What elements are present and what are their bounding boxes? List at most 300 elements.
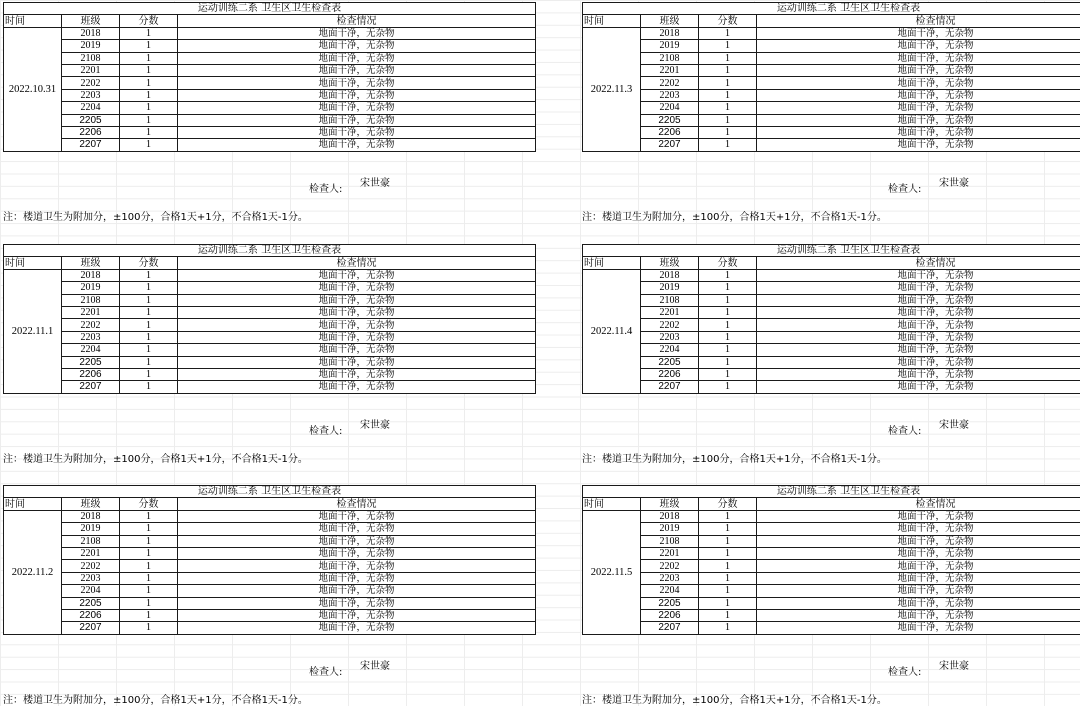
condition-cell[interactable]: 地面干净，无杂物 bbox=[757, 102, 1080, 114]
class-cell[interactable]: 2205 bbox=[62, 597, 120, 609]
class-cell[interactable]: 2018 bbox=[641, 510, 699, 522]
header-class[interactable]: 班级 bbox=[62, 257, 120, 269]
condition-cell[interactable]: 地面干净，无杂物 bbox=[178, 306, 536, 318]
score-cell[interactable]: 1 bbox=[699, 585, 757, 597]
table-row bbox=[583, 560, 1080, 572]
inspector-label[interactable]: 检查人: bbox=[888, 663, 921, 678]
condition-cell[interactable]: 地面干净，无杂物 bbox=[178, 609, 536, 621]
score-cell[interactable]: 1 bbox=[120, 114, 178, 126]
score-cell[interactable]: 1 bbox=[699, 102, 757, 114]
condition-cell[interactable]: 地面干净，无杂物 bbox=[178, 27, 536, 39]
class-cell[interactable]: 2203 bbox=[641, 331, 699, 343]
class-cell[interactable]: 2202 bbox=[62, 319, 120, 331]
class-cell[interactable]: 2204 bbox=[62, 585, 120, 597]
header-class[interactable]: 班级 bbox=[641, 15, 699, 27]
class-cell[interactable]: 2201 bbox=[62, 547, 120, 559]
score-cell[interactable]: 1 bbox=[699, 126, 757, 138]
class-cell[interactable]: 2108 bbox=[641, 535, 699, 547]
table-row bbox=[583, 64, 1080, 76]
score-cell[interactable]: 1 bbox=[699, 114, 757, 126]
table-row bbox=[583, 114, 1080, 126]
table-row bbox=[583, 319, 1080, 331]
class-cell[interactable]: 2207 bbox=[62, 139, 120, 151]
condition-cell[interactable]: 地面干净，无杂物 bbox=[757, 523, 1080, 535]
class-cell[interactable]: 2205 bbox=[62, 114, 120, 126]
condition-cell[interactable]: 地面干净，无杂物 bbox=[178, 585, 536, 597]
header-class[interactable]: 班级 bbox=[62, 15, 120, 27]
condition-cell[interactable]: 地面干净，无杂物 bbox=[178, 597, 536, 609]
score-cell[interactable]: 1 bbox=[120, 319, 178, 331]
table-row bbox=[4, 40, 536, 52]
class-cell[interactable]: 2019 bbox=[62, 282, 120, 294]
condition-cell[interactable]: 地面干净，无杂物 bbox=[178, 77, 536, 89]
condition-cell[interactable]: 地面干净，无杂物 bbox=[757, 547, 1080, 559]
condition-cell[interactable]: 地面干净，无杂物 bbox=[757, 77, 1080, 89]
header-time[interactable]: 时间 bbox=[583, 15, 641, 27]
score-cell[interactable]: 1 bbox=[699, 622, 757, 634]
table-row bbox=[583, 269, 1080, 281]
class-cell[interactable]: 2207 bbox=[641, 139, 699, 151]
header-time[interactable]: 时间 bbox=[583, 498, 641, 510]
header-condition[interactable]: 检查情况 bbox=[178, 15, 536, 27]
class-cell[interactable]: 2207 bbox=[641, 622, 699, 634]
date-cell[interactable]: 2022.11.4 bbox=[583, 269, 641, 393]
table-row bbox=[4, 609, 536, 621]
score-cell[interactable]: 1 bbox=[120, 510, 178, 522]
condition-cell[interactable]: 地面干净，无杂物 bbox=[757, 126, 1080, 138]
class-cell[interactable]: 2202 bbox=[641, 77, 699, 89]
score-cell[interactable]: 1 bbox=[699, 294, 757, 306]
score-cell[interactable]: 1 bbox=[699, 269, 757, 281]
class-cell[interactable]: 2205 bbox=[641, 114, 699, 126]
header-row bbox=[583, 257, 1080, 269]
score-cell[interactable]: 1 bbox=[120, 523, 178, 535]
class-cell[interactable]: 2207 bbox=[641, 381, 699, 393]
class-cell[interactable]: 2206 bbox=[641, 609, 699, 621]
score-cell[interactable]: 1 bbox=[699, 547, 757, 559]
class-cell[interactable]: 2019 bbox=[641, 40, 699, 52]
class-cell[interactable]: 2202 bbox=[641, 319, 699, 331]
condition-cell[interactable]: 地面干净，无杂物 bbox=[178, 40, 536, 52]
condition-cell[interactable]: 地面干净，无杂物 bbox=[757, 269, 1080, 281]
sheet-footer bbox=[3, 635, 539, 705]
table-row bbox=[583, 609, 1080, 621]
class-cell[interactable]: 2205 bbox=[641, 597, 699, 609]
condition-cell[interactable]: 地面干净，无杂物 bbox=[757, 294, 1080, 306]
title-row bbox=[583, 3, 1080, 15]
sheet-title[interactable]: 运动训练二系 卫生区卫生检查表 bbox=[4, 245, 536, 257]
condition-cell[interactable]: 地面干净，无杂物 bbox=[757, 331, 1080, 343]
condition-cell[interactable]: 地面干净，无杂物 bbox=[178, 368, 536, 380]
score-cell[interactable]: 1 bbox=[699, 572, 757, 584]
class-cell[interactable]: 2201 bbox=[641, 306, 699, 318]
table-row bbox=[4, 622, 536, 634]
condition-cell[interactable]: 地面干净，无杂物 bbox=[178, 572, 536, 584]
header-score[interactable]: 分数 bbox=[120, 15, 178, 27]
table-row bbox=[583, 585, 1080, 597]
condition-cell[interactable]: 地面干净，无杂物 bbox=[757, 356, 1080, 368]
header-condition[interactable]: 检查情况 bbox=[757, 498, 1080, 510]
table-row bbox=[583, 102, 1080, 114]
class-cell[interactable]: 2108 bbox=[62, 52, 120, 64]
class-cell[interactable]: 2203 bbox=[641, 572, 699, 584]
header-time[interactable]: 时间 bbox=[4, 257, 62, 269]
condition-cell[interactable]: 地面干净，无杂物 bbox=[757, 609, 1080, 621]
header-time[interactable]: 时间 bbox=[583, 257, 641, 269]
table-row bbox=[4, 114, 536, 126]
score-cell[interactable]: 1 bbox=[699, 64, 757, 76]
condition-cell[interactable]: 地面干净，无杂物 bbox=[757, 368, 1080, 380]
inspector-label[interactable]: 检查人: bbox=[888, 422, 921, 437]
header-row bbox=[4, 15, 536, 27]
title-row bbox=[4, 245, 536, 257]
score-cell[interactable]: 1 bbox=[699, 139, 757, 151]
class-cell[interactable]: 2201 bbox=[62, 306, 120, 318]
score-cell[interactable]: 1 bbox=[699, 344, 757, 356]
condition-cell[interactable]: 地面干净，无杂物 bbox=[178, 523, 536, 535]
condition-cell[interactable]: 地面干净，无杂物 bbox=[178, 381, 536, 393]
inspection-table bbox=[582, 485, 1080, 635]
score-cell[interactable]: 1 bbox=[120, 282, 178, 294]
table-row bbox=[583, 356, 1080, 368]
header-condition[interactable]: 检查情况 bbox=[757, 15, 1080, 27]
class-cell[interactable]: 2018 bbox=[641, 27, 699, 39]
inspection-sheet bbox=[582, 244, 1080, 464]
condition-cell[interactable]: 地面干净，无杂物 bbox=[757, 381, 1080, 393]
condition-cell[interactable]: 地面干净，无杂物 bbox=[757, 622, 1080, 634]
score-cell[interactable]: 1 bbox=[699, 356, 757, 368]
header-condition[interactable]: 检查情况 bbox=[178, 498, 536, 510]
score-cell[interactable]: 1 bbox=[120, 572, 178, 584]
inspector-label[interactable]: 检查人: bbox=[309, 422, 342, 437]
table-row bbox=[583, 294, 1080, 306]
class-cell[interactable]: 2108 bbox=[62, 294, 120, 306]
score-cell[interactable]: 1 bbox=[699, 523, 757, 535]
header-condition[interactable]: 检查情况 bbox=[757, 257, 1080, 269]
score-cell[interactable]: 1 bbox=[699, 609, 757, 621]
score-cell[interactable]: 1 bbox=[699, 597, 757, 609]
table-row bbox=[4, 381, 536, 393]
header-score[interactable]: 分数 bbox=[120, 257, 178, 269]
table-row bbox=[4, 139, 536, 151]
class-cell[interactable]: 2108 bbox=[641, 294, 699, 306]
inspector-label[interactable]: 检查人: bbox=[888, 180, 921, 195]
sheet-footer bbox=[582, 635, 1080, 705]
header-time[interactable]: 时间 bbox=[4, 15, 62, 27]
condition-cell[interactable]: 地面干净，无杂物 bbox=[757, 560, 1080, 572]
class-cell[interactable]: 2202 bbox=[62, 77, 120, 89]
table-row bbox=[4, 560, 536, 572]
condition-cell[interactable]: 地面干净，无杂物 bbox=[178, 126, 536, 138]
header-score[interactable]: 分数 bbox=[120, 498, 178, 510]
condition-cell[interactable]: 地面干净，无杂物 bbox=[757, 282, 1080, 294]
sheet-footer bbox=[582, 394, 1080, 464]
class-cell[interactable]: 2202 bbox=[641, 560, 699, 572]
class-cell[interactable]: 2018 bbox=[641, 269, 699, 281]
note-text[interactable]: 注：楼道卫生为附加分，±100分，合格1天+1分，不合格1天-1分。 bbox=[3, 691, 308, 706]
score-cell[interactable]: 1 bbox=[699, 52, 757, 64]
condition-cell[interactable]: 地面干净，无杂物 bbox=[178, 547, 536, 559]
table-row bbox=[583, 306, 1080, 318]
date-cell[interactable]: 2022.11.5 bbox=[583, 510, 641, 634]
sheet-title[interactable]: 运动训练二系 卫生区卫生检查表 bbox=[4, 486, 536, 498]
header-row bbox=[4, 257, 536, 269]
condition-cell[interactable]: 地面干净，无杂物 bbox=[757, 535, 1080, 547]
class-cell[interactable]: 2204 bbox=[62, 102, 120, 114]
score-cell[interactable]: 1 bbox=[120, 368, 178, 380]
class-cell[interactable]: 2201 bbox=[641, 64, 699, 76]
table-row bbox=[583, 27, 1080, 39]
table-row bbox=[4, 306, 536, 318]
table-row bbox=[4, 331, 536, 343]
condition-cell[interactable]: 地面干净，无杂物 bbox=[757, 89, 1080, 101]
score-cell[interactable]: 1 bbox=[120, 585, 178, 597]
table-row bbox=[583, 622, 1080, 634]
header-row bbox=[583, 15, 1080, 27]
header-class[interactable]: 班级 bbox=[62, 498, 120, 510]
inspection-table bbox=[3, 244, 536, 394]
score-cell[interactable]: 1 bbox=[699, 368, 757, 380]
inspector-label[interactable]: 检查人: bbox=[309, 180, 342, 195]
table-row bbox=[4, 77, 536, 89]
score-cell[interactable]: 1 bbox=[120, 294, 178, 306]
inspector-name[interactable]: 宋世豪 bbox=[939, 657, 969, 672]
date-cell[interactable]: 2022.11.3 bbox=[583, 27, 641, 151]
score-cell[interactable]: 1 bbox=[120, 331, 178, 343]
score-cell[interactable]: 1 bbox=[120, 547, 178, 559]
class-cell[interactable]: 2018 bbox=[62, 27, 120, 39]
table-row bbox=[583, 52, 1080, 64]
table-row bbox=[583, 510, 1080, 522]
note-text[interactable]: 注：楼道卫生为附加分，±100分，合格1天+1分，不合格1天-1分。 bbox=[3, 208, 308, 223]
condition-cell[interactable]: 地面干净，无杂物 bbox=[178, 510, 536, 522]
condition-cell[interactable]: 地面干净，无杂物 bbox=[178, 319, 536, 331]
condition-cell[interactable]: 地面干净，无杂物 bbox=[757, 319, 1080, 331]
class-cell[interactable]: 2204 bbox=[641, 102, 699, 114]
score-cell[interactable]: 1 bbox=[699, 89, 757, 101]
inspection-sheet bbox=[3, 485, 539, 705]
score-cell[interactable]: 1 bbox=[699, 535, 757, 547]
condition-cell[interactable]: 地面干净，无杂物 bbox=[178, 139, 536, 151]
class-cell[interactable]: 2206 bbox=[62, 609, 120, 621]
table-row bbox=[583, 282, 1080, 294]
score-cell[interactable]: 1 bbox=[699, 319, 757, 331]
class-cell[interactable]: 2202 bbox=[62, 560, 120, 572]
sheet-title[interactable]: 运动训练二系 卫生区卫生检查表 bbox=[583, 486, 1080, 498]
header-score[interactable]: 分数 bbox=[699, 15, 757, 27]
condition-cell[interactable]: 地面干净，无杂物 bbox=[178, 114, 536, 126]
class-cell[interactable]: 2201 bbox=[641, 547, 699, 559]
class-cell[interactable]: 2205 bbox=[641, 356, 699, 368]
score-cell[interactable]: 1 bbox=[120, 381, 178, 393]
date-cell[interactable]: 2022.11.1 bbox=[4, 269, 62, 393]
condition-cell[interactable]: 地面干净，无杂物 bbox=[178, 64, 536, 76]
inspector-name[interactable]: 宋世豪 bbox=[360, 657, 390, 672]
table-row bbox=[583, 40, 1080, 52]
score-cell[interactable]: 1 bbox=[120, 126, 178, 138]
class-cell[interactable]: 2205 bbox=[62, 356, 120, 368]
score-cell[interactable]: 1 bbox=[120, 89, 178, 101]
score-cell[interactable]: 1 bbox=[120, 344, 178, 356]
condition-cell[interactable]: 地面干净，无杂物 bbox=[757, 40, 1080, 52]
score-cell[interactable]: 1 bbox=[120, 27, 178, 39]
table-row bbox=[4, 523, 536, 535]
note-text[interactable]: 注：楼道卫生为附加分，±100分，合格1天+1分，不合格1天-1分。 bbox=[582, 208, 887, 223]
condition-cell[interactable]: 地面干净，无杂物 bbox=[178, 269, 536, 281]
table-row bbox=[583, 597, 1080, 609]
header-row bbox=[583, 498, 1080, 510]
class-cell[interactable]: 2019 bbox=[62, 523, 120, 535]
score-cell[interactable]: 1 bbox=[699, 77, 757, 89]
table-row bbox=[4, 368, 536, 380]
note-text[interactable]: 注：楼道卫生为附加分，±100分，合格1天+1分，不合格1天-1分。 bbox=[3, 450, 308, 465]
header-condition[interactable]: 检查情况 bbox=[178, 257, 536, 269]
condition-cell[interactable]: 地面干净，无杂物 bbox=[757, 597, 1080, 609]
class-cell[interactable]: 2018 bbox=[62, 269, 120, 281]
class-cell[interactable]: 2201 bbox=[62, 64, 120, 76]
score-cell[interactable]: 1 bbox=[699, 560, 757, 572]
title-row bbox=[4, 486, 536, 498]
score-cell[interactable]: 1 bbox=[120, 102, 178, 114]
class-cell[interactable]: 2206 bbox=[641, 126, 699, 138]
score-cell[interactable]: 1 bbox=[120, 52, 178, 64]
score-cell[interactable]: 1 bbox=[699, 306, 757, 318]
condition-cell[interactable]: 地面干净，无杂物 bbox=[757, 52, 1080, 64]
date-cell[interactable]: 2022.11.2 bbox=[4, 510, 62, 634]
score-cell[interactable]: 1 bbox=[120, 64, 178, 76]
score-cell[interactable]: 1 bbox=[699, 381, 757, 393]
inspection-sheet bbox=[582, 485, 1080, 705]
inspector-name[interactable]: 宋世豪 bbox=[939, 416, 969, 431]
table-row bbox=[4, 319, 536, 331]
header-class[interactable]: 班级 bbox=[641, 498, 699, 510]
table-row bbox=[4, 535, 536, 547]
condition-cell[interactable]: 地面干净，无杂物 bbox=[757, 306, 1080, 318]
condition-cell[interactable]: 地面干净，无杂物 bbox=[178, 331, 536, 343]
class-cell[interactable]: 2019 bbox=[641, 282, 699, 294]
condition-cell[interactable]: 地面干净，无杂物 bbox=[757, 27, 1080, 39]
inspector-name[interactable]: 宋世豪 bbox=[360, 174, 390, 189]
condition-cell[interactable]: 地面干净，无杂物 bbox=[178, 52, 536, 64]
condition-cell[interactable]: 地面干净，无杂物 bbox=[757, 344, 1080, 356]
score-cell[interactable]: 1 bbox=[120, 269, 178, 281]
score-cell[interactable]: 1 bbox=[120, 77, 178, 89]
condition-cell[interactable]: 地面干净，无杂物 bbox=[178, 356, 536, 368]
class-cell[interactable]: 2018 bbox=[62, 510, 120, 522]
score-cell[interactable]: 1 bbox=[120, 560, 178, 572]
table-row bbox=[4, 27, 536, 39]
condition-cell[interactable]: 地面干净，无杂物 bbox=[178, 89, 536, 101]
sheet-title[interactable]: 运动训练二系 卫生区卫生检查表 bbox=[4, 3, 536, 15]
class-cell[interactable]: 2207 bbox=[62, 381, 120, 393]
note-text[interactable]: 注：楼道卫生为附加分，±100分，合格1天+1分，不合格1天-1分。 bbox=[582, 691, 887, 706]
table-row bbox=[583, 331, 1080, 343]
score-cell[interactable]: 1 bbox=[120, 139, 178, 151]
class-cell[interactable]: 2108 bbox=[641, 52, 699, 64]
class-cell[interactable]: 2019 bbox=[62, 40, 120, 52]
class-cell[interactable]: 2204 bbox=[641, 585, 699, 597]
class-cell[interactable]: 2207 bbox=[62, 622, 120, 634]
inspection-sheet bbox=[3, 244, 539, 464]
score-cell[interactable]: 1 bbox=[699, 40, 757, 52]
table-row bbox=[583, 344, 1080, 356]
inspection-table bbox=[582, 2, 1080, 152]
header-time[interactable]: 时间 bbox=[4, 498, 62, 510]
condition-cell[interactable]: 地面干净，无杂物 bbox=[757, 585, 1080, 597]
table-row bbox=[4, 547, 536, 559]
table-row bbox=[4, 344, 536, 356]
sheet-title[interactable]: 运动训练二系 卫生区卫生检查表 bbox=[583, 245, 1080, 257]
condition-cell[interactable]: 地面干净，无杂物 bbox=[757, 510, 1080, 522]
table-row bbox=[4, 356, 536, 368]
table-row bbox=[583, 89, 1080, 101]
class-cell[interactable]: 2203 bbox=[62, 572, 120, 584]
condition-cell[interactable]: 地面干净，无杂物 bbox=[178, 282, 536, 294]
sheet-title[interactable]: 运动训练二系 卫生区卫生检查表 bbox=[583, 3, 1080, 15]
table-row bbox=[4, 102, 536, 114]
score-cell[interactable]: 1 bbox=[699, 510, 757, 522]
condition-cell[interactable]: 地面干净，无杂物 bbox=[178, 560, 536, 572]
header-class[interactable]: 班级 bbox=[641, 257, 699, 269]
score-cell[interactable]: 1 bbox=[699, 331, 757, 343]
condition-cell[interactable]: 地面干净，无杂物 bbox=[178, 102, 536, 114]
score-cell[interactable]: 1 bbox=[120, 306, 178, 318]
table-row bbox=[4, 52, 536, 64]
condition-cell[interactable]: 地面干净，无杂物 bbox=[178, 294, 536, 306]
class-cell[interactable]: 2204 bbox=[62, 344, 120, 356]
note-text[interactable]: 注：楼道卫生为附加分，±100分，合格1天+1分，不合格1天-1分。 bbox=[582, 450, 887, 465]
inspector-label[interactable]: 检查人: bbox=[309, 663, 342, 678]
class-cell[interactable]: 2203 bbox=[62, 331, 120, 343]
inspector-name[interactable]: 宋世豪 bbox=[939, 174, 969, 189]
score-cell[interactable]: 1 bbox=[120, 40, 178, 52]
class-cell[interactable]: 2204 bbox=[641, 344, 699, 356]
class-cell[interactable]: 2203 bbox=[641, 89, 699, 101]
condition-cell[interactable]: 地面干净，无杂物 bbox=[178, 535, 536, 547]
table-row bbox=[4, 269, 536, 281]
score-cell[interactable]: 1 bbox=[120, 609, 178, 621]
table-row bbox=[4, 294, 536, 306]
condition-cell[interactable]: 地面干净，无杂物 bbox=[178, 344, 536, 356]
title-row bbox=[583, 245, 1080, 257]
header-score[interactable]: 分数 bbox=[699, 257, 757, 269]
score-cell[interactable]: 1 bbox=[120, 535, 178, 547]
condition-cell[interactable]: 地面干净，无杂物 bbox=[757, 139, 1080, 151]
score-cell[interactable]: 1 bbox=[699, 282, 757, 294]
class-cell[interactable]: 2108 bbox=[62, 535, 120, 547]
table-row bbox=[583, 547, 1080, 559]
condition-cell[interactable]: 地面干净，无杂物 bbox=[757, 64, 1080, 76]
class-cell[interactable]: 2206 bbox=[62, 126, 120, 138]
condition-cell[interactable]: 地面干净，无杂物 bbox=[757, 114, 1080, 126]
table-row bbox=[4, 282, 536, 294]
header-score[interactable]: 分数 bbox=[699, 498, 757, 510]
score-cell[interactable]: 1 bbox=[120, 622, 178, 634]
class-cell[interactable]: 2206 bbox=[641, 368, 699, 380]
date-cell[interactable]: 2022.10.31 bbox=[4, 27, 62, 151]
class-cell[interactable]: 2019 bbox=[641, 523, 699, 535]
score-cell[interactable]: 1 bbox=[699, 27, 757, 39]
condition-cell[interactable]: 地面干净，无杂物 bbox=[178, 622, 536, 634]
score-cell[interactable]: 1 bbox=[120, 597, 178, 609]
score-cell[interactable]: 1 bbox=[120, 356, 178, 368]
condition-cell[interactable]: 地面干净，无杂物 bbox=[757, 572, 1080, 584]
inspector-name[interactable]: 宋世豪 bbox=[360, 416, 390, 431]
class-cell[interactable]: 2206 bbox=[62, 368, 120, 380]
table-row bbox=[4, 572, 536, 584]
table-row bbox=[583, 368, 1080, 380]
class-cell[interactable]: 2203 bbox=[62, 89, 120, 101]
